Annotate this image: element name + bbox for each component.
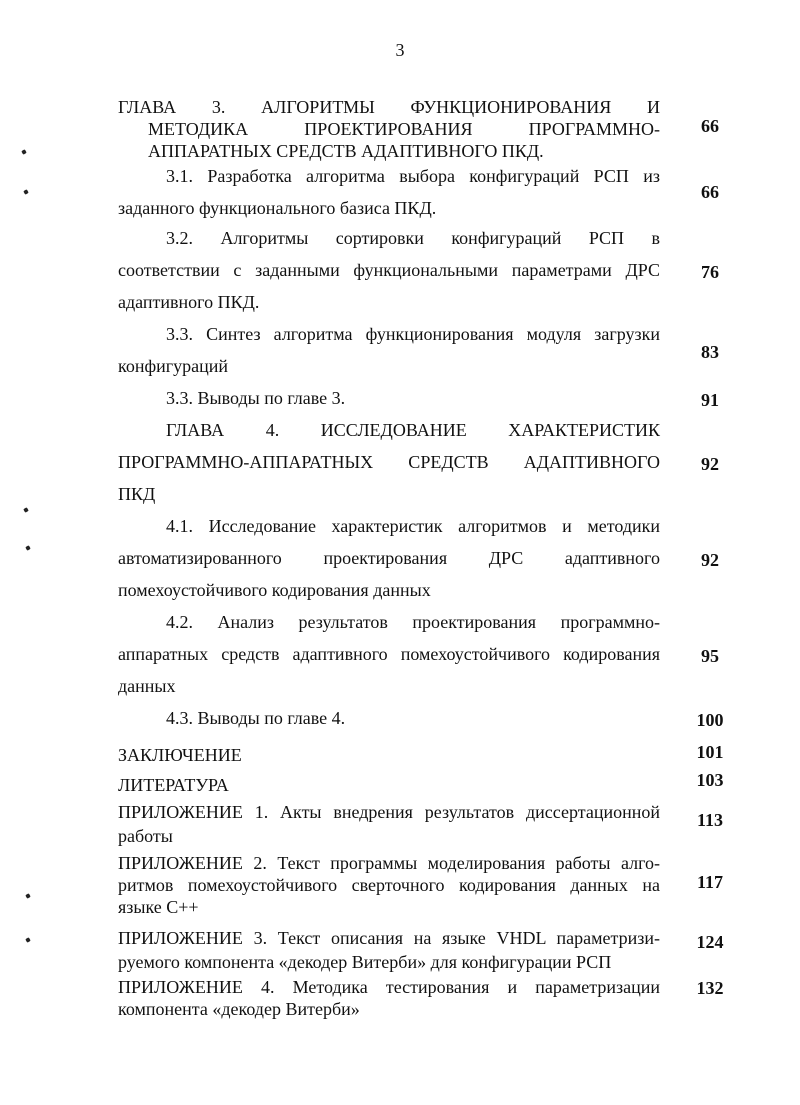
- toc-line: ПРИЛОЖЕНИЕ 2. Текст программы моделирования работы алго-: [118, 853, 660, 873]
- toc-entry-4-1: [118, 510, 660, 606]
- toc-entry-appendix-1: [118, 800, 660, 848]
- page-number: 3: [395, 40, 405, 60]
- toc-page-number: 92: [701, 454, 719, 474]
- toc-line: 3.3. Синтез алгоритма функционирования модуля загрузки: [166, 324, 660, 344]
- toc-line: ГЛАВА 4. ИССЛЕДОВАНИЕ ХАРАКТЕРИСТИК: [166, 420, 660, 440]
- toc-page-number: 66: [701, 116, 719, 136]
- toc-line: помехоустойчивого кодирования данных: [118, 580, 431, 600]
- toc-page-number: 83: [701, 342, 719, 362]
- toc-line: руемого компонента «декодер Витерби» для конфигурации РСП: [118, 952, 612, 972]
- toc-entry-3-3-conclusions: [118, 382, 660, 414]
- toc-page-number: 124: [696, 932, 724, 952]
- toc-line: ритмов помехоустойчивого сверточного кодирования данных на: [118, 875, 660, 895]
- toc-page-number: 95: [701, 646, 719, 666]
- toc-line: МЕТОДИКА ПРОЕКТИРОВАНИЯ ПРОГРАММНО-: [148, 119, 660, 139]
- scan-mark: [21, 149, 26, 154]
- toc-page-number: 66: [701, 182, 719, 202]
- toc-line: языке С++: [118, 897, 199, 917]
- toc-line: 3.3. Выводы по главе 3.: [166, 388, 346, 408]
- toc-line: 3.2. Алгоритмы сортировки конфигураций РСП в: [166, 228, 660, 248]
- scan-mark: [25, 937, 30, 942]
- toc-line: АППАРАТНЫХ СРЕДСТВ АДАПТИВНОГО ПКД.: [148, 141, 544, 161]
- toc-entry-3-1: [118, 160, 660, 224]
- toc-entry-3-2: [118, 222, 660, 318]
- toc-line: конфигураций: [118, 356, 229, 376]
- toc-page-number: 92: [701, 550, 719, 570]
- scan-mark: [25, 545, 30, 550]
- toc-line: заданного функционального базиса ПКД.: [118, 198, 437, 218]
- scan-mark: [25, 893, 30, 898]
- toc-page-number: 101: [696, 742, 724, 762]
- toc-page-number: 103: [696, 770, 724, 790]
- toc-entry-literature: [118, 772, 660, 798]
- toc-line: ПКД: [118, 484, 156, 504]
- toc-line: адаптивного ПКД.: [118, 292, 260, 312]
- toc-line: ПРИЛОЖЕНИЕ 3. Текст описания на языке VHDL параметризи-: [118, 928, 660, 948]
- toc-entry-appendix-4: [118, 976, 660, 1020]
- toc-line: компонента «декодер Витерби»: [118, 999, 360, 1019]
- scan-mark: [23, 189, 28, 194]
- toc-line: ПРИЛОЖЕНИЕ 4. Методика тестирования и параметризации: [118, 977, 660, 997]
- toc-line: автоматизированного проектирования ДРС адаптивного: [118, 548, 660, 568]
- toc-entry-chapter-3: [118, 96, 660, 162]
- toc-line: ПРОГРАММНО-АППАРАТНЫХ СРЕДСТВ АДАПТИВНОГО: [118, 452, 660, 472]
- toc-line: данных: [118, 676, 176, 696]
- toc-entry-appendix-2: [118, 852, 660, 918]
- toc-line: работы: [118, 826, 173, 846]
- toc-line: 4.3. Выводы по главе 4.: [166, 708, 346, 728]
- toc-entry-chapter-4: [118, 414, 660, 510]
- toc-entry-3-3: [118, 318, 660, 382]
- toc-line: ПРИЛОЖЕНИЕ 1. Акты внедрения результатов диссертационной: [118, 802, 660, 822]
- toc-entry-conclusion: [118, 742, 660, 768]
- scan-mark: [23, 507, 28, 512]
- toc-line: ЗАКЛЮЧЕНИЕ: [118, 745, 242, 765]
- toc-page-number: 132: [696, 978, 724, 998]
- toc-entry-appendix-3: [118, 926, 660, 974]
- toc-page-number: 76: [701, 262, 719, 282]
- toc-entry-4-2: [118, 606, 660, 702]
- toc-page-number: 91: [701, 390, 719, 410]
- toc-line: ЛИТЕРАТУРА: [118, 775, 229, 795]
- toc-page-number: 113: [696, 810, 723, 830]
- toc-page-number: 117: [696, 872, 723, 892]
- toc-line: соответствии с заданными функциональными параметрами ДРС: [118, 260, 660, 280]
- toc-line: 4.1. Исследование характеристик алгоритмов и методики: [166, 516, 660, 536]
- toc-line: 3.1. Разработка алгоритма выбора конфигураций РСП из: [166, 166, 660, 186]
- toc-line: аппаратных средств адаптивного помехоустойчивого кодирования: [118, 644, 660, 664]
- toc-line: ГЛАВА 3. АЛГОРИТМЫ ФУНКЦИОНИРОВАНИЯ И: [118, 97, 660, 117]
- toc-line: 4.2. Анализ результатов проектирования программно-: [166, 612, 660, 632]
- toc-entry-4-3: [118, 702, 660, 734]
- toc-page-number: 100: [696, 710, 724, 730]
